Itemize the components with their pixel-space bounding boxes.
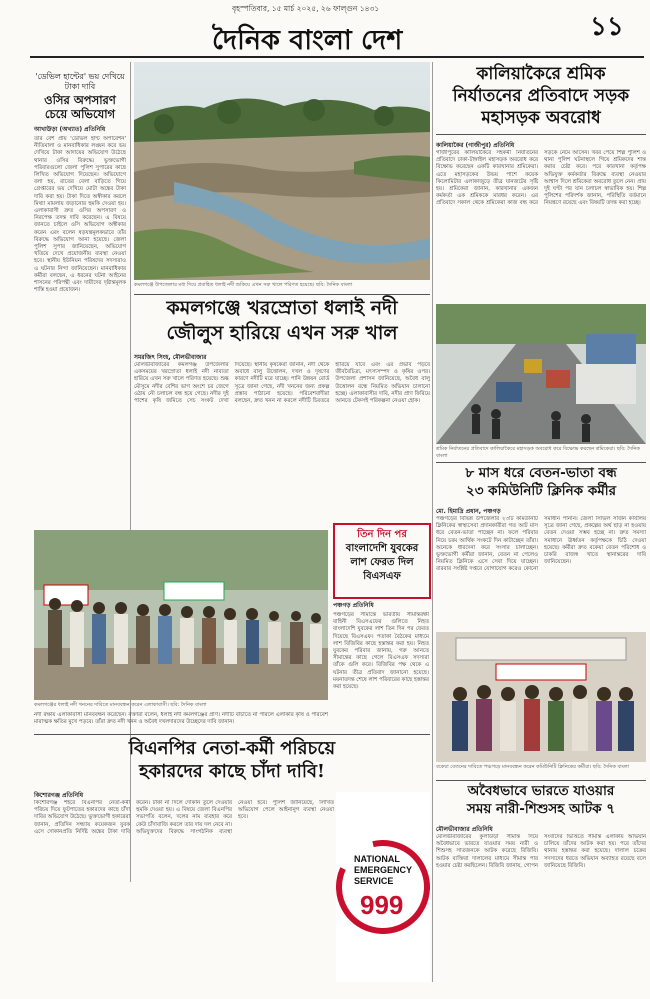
header-rule [30, 56, 644, 58]
masthead-title: দৈনিক বাংলা দেশ [212, 25, 403, 56]
bnp-body: কিশোরগঞ্জ শহরে বিএনপির নেতা-কর্মী পরিচয় দিয়ে ফুটপাতের হকারদের কাছে চাঁদা দাবির অভিযোগ উঠেছে। ভুক্তভোগী হকারেরা জানান, প্রতিদিন সন্ধ্যায় কয়েকজন যুবক এসে দোকানপ্রতি নির্দিষ্ট অঙ্কের টাকা দাবি করেন। টাকা না দিলে দোকান তুলে দেওয়ার হুমকি দেওয়া হয়। এ বিষয়ে জেলা বিএনপির সভাপতি বলেন, দলের নাম ব্যবহার করে কেউ চাঁদাবাজি করলে তার দায় দল নেবে না। অভিযুক্তদের বিরুদ্ধে সাংগঠনিক ব্যবস্থা নেওয়া হবে। পুলিশ জানিয়েছে, লিখিত অভিযোগ পেলে আইনানুগ ব্যবস্থা নেওয়া হবে। [34, 800, 334, 835]
border-byline: মৌলভীবাজার প্রতিনিধি [436, 826, 493, 833]
bsf-body: পঞ্চগড়ের সীমান্তে ভারতীয় সীমান্তরক্ষী বাহিনী বিএসএফের গুলিতে নিহত বাংলাদেশি যুবকের লাশ তিন দিন পর ফেরত দিয়েছে বিএসএফ। পতাকা বৈঠকের মাধ্যমে লাশ বিজিবির কাছে হস্তান্তর করা হয়। নিহত যুবকের পরিবার জানায়, গরু আনতে সীমান্তের কাছে গেলে বিএসএফ সদস্যরা তাঁকে গুলি করে। বিজিবির পক্ষ থেকে এ ঘটনার তীব্র প্রতিবাদ জানানো হয়েছে। ময়নাতদন্ত শেষে লাশ পরিবারের কাছে হস্তান্তর করা হয়েছে। [333, 612, 429, 691]
human-chain-caption: কমলগঞ্জের ধলাই নদী খননের দাবিতে মানববন্ধন করেন এলাকাবাসী। ছবি: দৈনিক বাংলা [34, 702, 207, 708]
river-byline: সমরজিৎ সিংহ, মৌলভীবাজার [134, 354, 207, 361]
bnp-headline-line2: হকারদের কাছে চাঁদা দাবি! [139, 761, 325, 782]
osi-body: তার বেশ প্রায় 'ডেভিল হান্ট অপারেশন' নীতিমালা ও মানবাধিকার লঙ্ঘন করে ভয় দেখিয়ে টাকা আদায়ের অভিযোগ উঠেছে থানার ওসির বিরুদ্ধে। ভুক্তভোগী পরিবারগুলো জেলা পুলিশ সুপারের কাছে লিখিত অভিযোগ দিয়েছেন। অভিযোগে বলা হয়, রাতের বেলা বাড়িতে গিয়ে গ্রেপ্তারের ভয় দেখিয়ে মোটা অঙ্কের টাকা দাবি করা হয়। টাকা দিতে অস্বীকার করলে মিথ্যা মামলায় জড়ানোর হুমকি দেওয়া হয়। এলাকাবাসী দ্রুত ওসির অপসারণ ও নিরপেক্ষ তদন্ত দাবি করেছেন। এ বিষয়ে জানতে চাইলে ওসি অভিযোগ অস্বীকার করেন এবং বলেন ষড়যন্ত্রমূলকভাবে তাঁর বিরুদ্ধে অভিযোগ আনা হয়েছে। জেলা পুলিশ সুপার জানিয়েছেন, অভিযোগ খতিয়ে দেখে প্রয়োজনীয় ব্যবস্থা নেওয়া হবে। স্থানীয় ইউনিয়ন পরিষদের সদস্যরাও এ ঘটনার নিন্দা জানিয়েছেন। মানবাধিকার কর্মীরা বলছেন, এ ধরনের ঘটনা আইনের শাসনের পরিপন্থী এবং দায়ীদের দৃষ্টান্তমূলক শাস্তি হওয়া প্রয়োজন। [34, 136, 126, 294]
page-number: ১১ [590, 12, 624, 42]
clinic-headline-line1: ৮ মাস ধরে বেতন-ভাতা বন্ধ [465, 465, 617, 481]
strike-body: গাজীপুরের কালিয়াকৈরে সহকর্মী নির্যাতনের প্রতিবাদে ঢাকা-টাঙ্গাইল মহাসড়ক অবরোধ করে বিক্ষোভ করেছেন একটি কারখানার শ্রমিকেরা। এতে মহাসড়কের উভয় পাশে কয়েক কিলোমিটার এলাকাজুড়ে তীব্র যানজটের সৃষ্টি হয়। শ্রমিকেরা জানান, কারখানার একজন কর্মকর্তা এক শ্রমিককে মারধর করেন। এর প্রতিবাদে সকাল থেকে শ্রমিকেরা কাজ বন্ধ করে সড়কে নেমে আসেন। খবর পেয়ে শিল্প পুলিশ ও থানা পুলিশ ঘটনাস্থলে গিয়ে শ্রমিকদের শান্ত করার চেষ্টা করে। পরে কারখানা কর্তৃপক্ষ অভিযুক্ত কর্মকর্তার বিরুদ্ধে ব্যবস্থা নেওয়ার আশ্বাস দিলে শ্রমিকেরা অবরোধ তুলে নেন। প্রায় দুই ঘণ্টা পর যান চলাচল স্বাভাবিক হয়। শিল্প পুলিশের পরিদর্শক জানান, পরিস্থিতি বর্তমানে নিয়ন্ত্রণে রয়েছে এবং বিষয়টি তদন্ত করা হচ্ছে। [436, 150, 646, 207]
emergency-999-ad [336, 792, 430, 982]
bnp-headline-line1: বিএনপির নেতা-কর্মী পরিচয়ে [128, 738, 336, 759]
ad-line1: NATIONAL [354, 854, 400, 864]
river-head-top-rule [134, 294, 430, 295]
osi-kicker: 'ডেভিল হান্টের' ভয় দেখিয়ে টাকা দাবি [35, 72, 125, 91]
clinic-body: পঞ্চগড়ের বিভিন্ন উপজেলার ২৩টি কমিউনিটি ক্লিনিকের স্বাস্থ্যসেবা প্রদানকারীরা গত আট মাস ধরে বেতন-ভাতা পাচ্ছেন না। ফলে পরিবার নিয়ে চরম আর্থিক সংকটে দিন কাটাচ্ছেন তাঁরা। অনেকে ধারদেনা করে সংসার চালাচ্ছেন। ভুক্তভোগী কর্মীরা জানান, বেতন না পেলেও নিয়মিত ক্লিনিকে এসে সেবা দিয়ে যাচ্ছেন। বারবার সংশ্লিষ্ট দপ্তরে যোগাযোগ করেও কোনো সমাধান পাননি। জেলা সিভিল সার্জন কার্যালয় সূত্রে জানা গেছে, প্রকল্পের অর্থ ছাড় না হওয়ায় বেতন দেওয়া সম্ভব হচ্ছে না। দ্রুত সমস্যা সমাধানে ঊর্ধ্বতন কর্তৃপক্ষকে চিঠি দেওয়া হয়েছে। কর্মীরা দ্রুত বকেয়া বেতন পরিশোধ ও চাকরি রাজস্ব খাতে স্থানান্তরের দাবি জানিয়েছেন। [436, 516, 646, 573]
strike-headline-line1: কালিয়াকৈরে শ্রমিক [476, 64, 606, 84]
bnp-byline: কিশোরগঞ্জ প্রতিনিধি [34, 792, 84, 799]
highway-photo-caption: শ্রমিক নির্যাতনের প্রতিবাদে কালিয়াকৈরে মহাসড়ক অবরোধ করে বিক্ষোভ করছেন শ্রমিকেরা। ছবি: দৈনিক বাংলা [436, 446, 640, 459]
ad-line3: SERVICE [354, 876, 394, 886]
bsf-headline-line2: বাংলাদেশি যুবকের [345, 543, 419, 554]
border-headline-line1: অবৈধভাবে ভারতে যাওয়ার [467, 783, 615, 799]
strike-byline: কালিয়াকৈর (গাজীপুর) প্রতিনিধি [436, 142, 515, 149]
bnp-head-top-rule [34, 734, 430, 735]
border-body: মৌলভীবাজারের কুলাউড়া সীমান্ত দিয়ে অবৈধভাবে ভারতে যাওয়ার সময় নারী ও শিশুসহ সাতজনকে আটক করেছে বিজিবি। আটক ব্যক্তিরা দালালের মাধ্যমে সীমান্ত পার হওয়ার চেষ্টা করছিলেন। বিজিবি জানায়, গোপন সংবাদের ভিত্তিতে সীমান্ত এলাকায় অভিযান চালিয়ে তাঁদের আটক করা হয়। পরে তাঁদের থানায় হস্তান্তর করা হয়েছে। দালাল চক্রের সদস্যদের ধরতে অভিযান অব্যাহত রয়েছে বলে জানিয়েছে বিজিবি। [436, 834, 646, 869]
clinic-byline: মো. হিমাদ্রি প্রধান, পঞ্চগড় [436, 508, 501, 515]
clinic-workers-photo [436, 632, 646, 762]
column-divider [432, 62, 433, 982]
ad-number: 999 [360, 890, 404, 920]
bsf-byline: পঞ্চগড় প্রতিনিধি [333, 602, 374, 609]
clinic-photo-caption: বকেয়া বেতনের দাবিতে পঞ্চগড়ে মানববন্ধন করেন কমিউনিটি ক্লিনিকের কর্মীরা। ছবি: দৈনিক বাংলা [436, 764, 630, 770]
strike-headline-line2: নির্যাতনের প্রতিবাদে সড়ক [452, 86, 630, 106]
human-chain-body: নদী রক্ষায় এলাকাবাসী মানববন্ধন করেছেন। বক্তারা বলেন, ধলাই নদী কমলগঞ্জের প্রাণ। নদীটি বাঁচাতে না পারলে এলাকার কৃষি ও পরিবেশ মারাত্মক ক্ষতির মুখে পড়বে। তাঁরা দ্রুত নদী খনন ও অবৈধ দখলদারদের উচ্ছেদের দাবি জানান। [34, 712, 328, 726]
osi-byline: আখাউড়া (অখ্যাত) প্রতিনিধি [34, 126, 106, 133]
border-head-top-rule [436, 780, 646, 781]
river-photo [134, 62, 430, 280]
highway-blockade-photo [436, 304, 646, 444]
river-headline-line2: জৌলুস হারিয়ে এখন সরু খাল [166, 322, 398, 344]
strike-head-rule [436, 134, 646, 135]
river-headline-line1: কমলগঞ্জে খরস্রোতা ধলাই নদী [166, 297, 398, 319]
ad-line2: EMERGENCY [354, 865, 413, 875]
river-body: মৌলভীবাজারের কমলগঞ্জ উপজেলার একসময়ের খরস্রোতা ধলাই নদী নাব্যতা হারিয়ে এখন সরু খালে পরিণত হয়েছে। শুষ্ক মৌসুমে নদীর বেশির ভাগ অংশে চর জেগে ওঠায় নৌ চলাচল বন্ধ হয়ে গেছে। নদীর দুই পাশের কৃষি জমিতে সেচ সংকট দেখা দিয়েছে। স্থানীয় কৃষকেরা জানান, নদী থেকে অবাধে বালু উত্তোলন, দখল ও দূষণের কারণে নদীটি মরে যাচ্ছে। পানি উন্নয়ন বোর্ড সূত্রে জানা গেছে, নদী খননের জন্য প্রকল্প প্রস্তাব পাঠানো হয়েছে। পরিবেশবাদীরা বলছেন, দ্রুত খনন না করলে নদীটি চিরতরে হারিয়ে যাবে এবং এর প্রভাব পড়বে জীববৈচিত্র্য, মৎস্যসম্পদ ও কৃষির ওপর। উপজেলা প্রশাসন জানিয়েছে, অবৈধ বালু উত্তোলন বন্ধে নিয়মিত অভিযান চালানো হচ্ছে। এলাকাবাসীর দাবি, নদীর প্রাণ ফিরিয়ে আনতে টেকসই পরিকল্পনা নেওয়া হোক। [134, 362, 430, 405]
bsf-headline-line3: লাশ ফেরত দিল [350, 557, 414, 568]
strike-headline-line3: মহাসড়ক অবরোধ [481, 108, 601, 128]
issue-date: বৃহস্পতিবার, ১৫ মার্চ ২০২৫, ২৬ ফাল্গুন ১৪৩১ [232, 4, 380, 13]
river-photo-caption: কমলগঞ্জে উপজেলার মধ্য দিয়ে প্রবাহিত ধলাই নদী শুকিয়ে এখন সরু খালে পরিণত হয়েছে। ছবি: দৈনিক বাংলা [134, 282, 353, 288]
osi-headline: ওসির অপসারণ চেয়ে অভিযোগ [44, 93, 116, 121]
clinic-head-top-rule [436, 462, 646, 463]
bsf-headline-line1: তিন দিন পর [357, 529, 407, 540]
human-chain-photo [34, 530, 328, 700]
border-headline-line2: সময় নারী-শিশুসহ আটক ৭ [466, 801, 616, 817]
bsf-headline-line4: বিএসএফ [363, 571, 401, 582]
clinic-headline-line2: ২৩ কমিউনিটি ক্লিনিক কর্মীর [465, 483, 617, 499]
